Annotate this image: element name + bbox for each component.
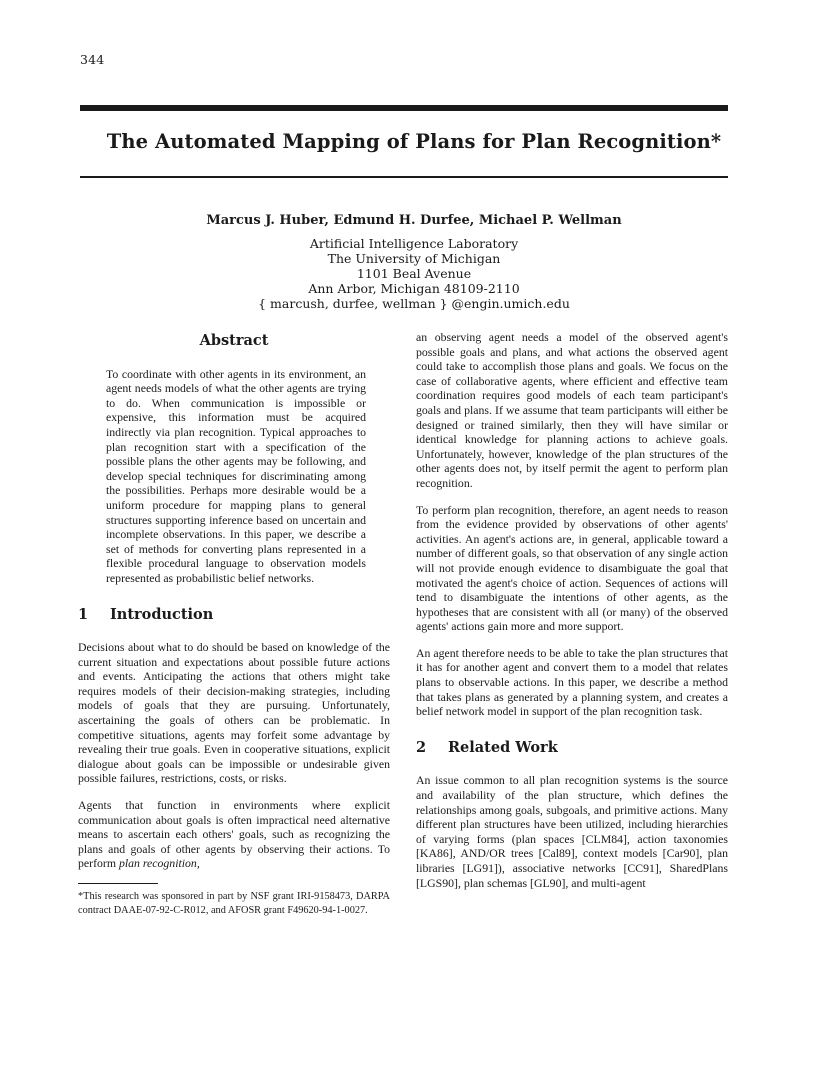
intro-paragraph-2	[78, 798, 390, 871]
abstract-heading: Abstract	[199, 332, 269, 349]
section-title: Related Work	[448, 738, 558, 756]
paper-title: The Automated Mapping of Plans for Plan Recognition*	[106, 130, 722, 153]
affiliation-university: The University of Michigan	[327, 251, 501, 266]
right-column	[416, 330, 728, 902]
section-heading-related-work	[416, 738, 728, 756]
footnote: *This research was sponsored in part by NSF grant IRI-9158473, DARPA contract DAAE-07-92-C-R012, and AFOSR grant F49620-94-1-0027.	[78, 891, 390, 916]
section-number: 2	[416, 738, 427, 756]
affiliation-city: Ann Arbor, Michigan 48109-2110	[308, 281, 520, 296]
affiliation-street: 1101 Beal Avenue	[356, 266, 472, 281]
title-rule-bottom	[80, 176, 728, 178]
right-paragraph-3: An agent therefore needs to be able to take the plan structures that it has for another agent and convert them to a model that relates plans to observable actions. In this paper, we describe a method that takes plans as generated by a planning system, and creates a belief network model in support of the plan recognition task.	[416, 645, 728, 719]
right-paragraph-1: an observing agent needs a model of the observed agent's possible goals and plans, and what actions the observed agent could take to accomplish those plans and goals. We focus on the case of collaborative agents, where efficient and effective team coordination requires good models of each team participant's goals and plans. If we assume that team participants will either be designed or trained similarly, then they will have similar or identical knowledge for planning actions to achieve goals. Unfortunately, however, knowledge of the plan structures of the other agents does not, by itself permit the agent to perform plan recognition.	[416, 330, 728, 490]
title-rule-top	[80, 105, 728, 111]
affiliation-email: { marcush, durfee, wellman } @engin.umich.edu	[258, 296, 570, 311]
section-title: Introduction	[110, 605, 214, 623]
footnote-rule	[78, 883, 158, 884]
intro-paragraph-2-emphasis: plan recognition,	[118, 856, 200, 871]
section-heading-introduction	[78, 605, 390, 623]
section-number: 1	[78, 605, 89, 623]
author-list: Marcus J. Huber, Edmund H. Durfee, Michael P. Wellman	[206, 213, 622, 228]
left-column	[78, 330, 390, 917]
affiliation-lab: Artificial Intelligence Laboratory	[309, 236, 519, 251]
intro-paragraph-1: Decisions about what to do should be based on knowledge of the current situation and expectations about possible future actions and events. Anticipating the actions that others might take requires models of their decision-making strategies, including models of goals that they are pursuing. Unfortunately, ascertaining the goals of others can be problematic. In competitive situations, agents may forfeit some advantage by revealing their true goals. Even in cooperative situations, explicit dialogue about goals can be impossible or undesirable given possible failures, restrictions, costs, or risks.	[78, 640, 390, 786]
page-number: 344	[80, 52, 105, 67]
abstract-text: To coordinate with other agents in its environment, an agent needs models of what the other agents are trying to do. When communication is impossible or expensive, this information must be acquired indirectly via plan recognition. Typical approaches to plan recognition start with a specification of the possible plans the other agents may be following, and develop special techniques for discriminating among the possibilities. Perhaps more desirable would be a uniform procedure for mapping plans to general structures supporting inference based on uncertain and incomplete observations. In this paper, we describe a set of methods for converting plans represented in a flexible procedural language to observation models represented as probabilistic belief networks.	[106, 366, 366, 585]
intro-paragraph-2-text: Agents that function in environments where explicit communication about goals is often impractical need alternative means to ascertain each others' goals, such as recognizing the plans and goals of other agents by observing their actions. To perform	[78, 798, 390, 871]
right-paragraph-2: To perform plan recognition, therefore, an agent needs to reason from the evidence provided by observations of other agents' activities. An agent's actions are, in general, applicable toward a number of different goals, so that observation of any single action will not provide enough evidence to disambiguate the goal that motivated the agent's choice of action. Sequences of actions will tend to disambiguate the intentions of other agents, as the hypotheses that are consistent with all (or many) of the observed agents' actions gain more and more support.	[416, 502, 728, 634]
related-work-paragraph: An issue common to all plan recognition systems is the source and availability of the plan structure, which defines the relationships among goals, subgoals, and primitive actions. Many different plan structures have been utilized, including hierarchies of varying forms (plan spaces [CLM84], action taxonomies [KA86], AND/OR trees [Cal89], context models [Car90], plan libraries [LG91]), associative networks [CC91], SharedPlans [LGS90], plan schemas [GL90], and multi-agent	[416, 773, 728, 890]
affiliation-block	[80, 236, 748, 311]
